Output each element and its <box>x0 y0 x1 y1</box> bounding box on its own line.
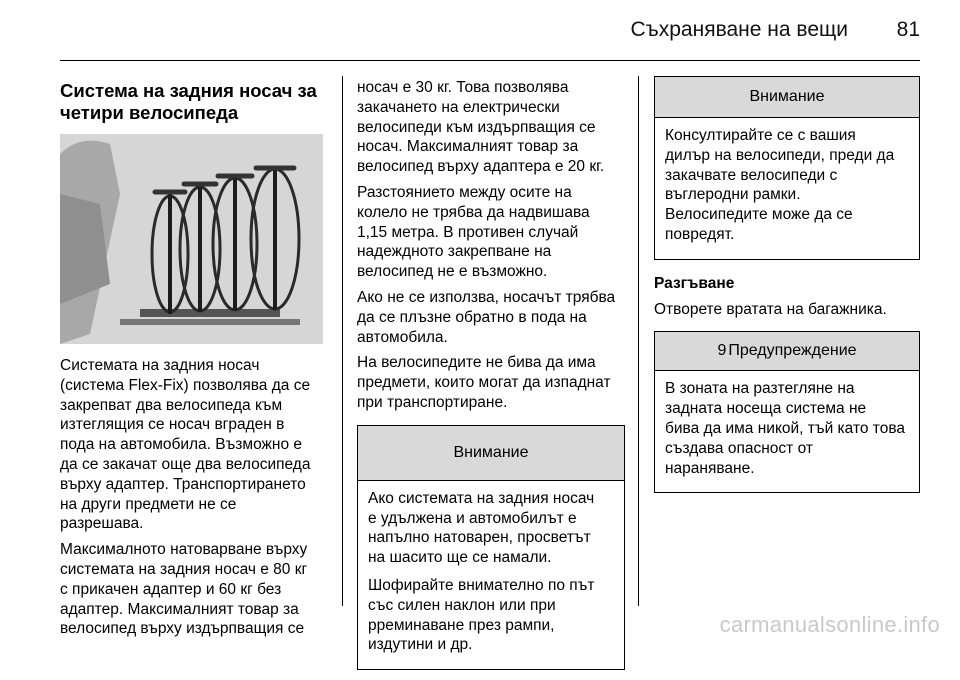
page-number: 81 <box>896 18 920 41</box>
caution-box <box>654 76 920 260</box>
middle-column <box>357 78 625 680</box>
warning-triangle-icon: 9 <box>717 342 727 360</box>
bicycle-carrier-illustration <box>60 134 323 344</box>
paragraph: носач е 30 кг. Това позволява закачането на електрически велосипеди към издърпващия се носач. Максималният товар за велосипед върху адаптера е 20 кг. <box>357 79 605 176</box>
right-column <box>654 76 920 503</box>
caution-paragraph: Ако системата на задния носач е удължена и автомобилът е напълно натоварен, просветът на шасито ще се намали. <box>368 489 595 567</box>
warning-box <box>654 331 920 493</box>
column-divider-left <box>342 76 343 606</box>
left-column <box>60 80 330 645</box>
warning-box-title <box>655 332 919 371</box>
paragraph: Максималното натоварване върху системата на задния носач е 80 кг с прикачен адаптер и 60 кг без адаптер. Максималният товар за велосипед върху издърпващия се <box>60 541 308 638</box>
header-rule <box>60 60 920 61</box>
caution-box-body <box>655 118 919 259</box>
paragraph: На велосипедите не бива да има предмети, които могат да изпаднат при транспортиране. <box>357 354 611 411</box>
caution-box-body <box>358 481 624 669</box>
paragraph: Отворете вратата на багажника. <box>654 300 887 318</box>
caution-box-title: Внимание <box>655 77 919 118</box>
paragraph: Ако не се използва, носачът трябва да се плъзне обратно в пода на автомобила. <box>357 288 616 346</box>
subsection-title: Разгъване <box>654 274 735 292</box>
warning-paragraph: В зоната на разтегляне на задната носеща система не бива да има никой, тъй като това създава опасност от нараняване. <box>665 380 906 477</box>
caution-paragraph: Шофирайте внимателно по път със силен наклон или при pреминаване през рампи, издутини и др. <box>368 576 595 654</box>
page-header-title: Съхраняване на вещи <box>630 18 848 41</box>
warning-box-body <box>655 371 919 492</box>
caution-box-title: Внимание <box>358 426 624 481</box>
paragraph: Разстоянието между осите на колело не трябва да надвишава 1,15 метра. В противен случай надеждното закрепване на велосипед не е възможно. <box>357 183 590 281</box>
section-title: Система на задния носач за четири велосипеда <box>60 80 317 123</box>
paragraph: Системата на задния носач (система Flex-Fix) позволява да се закрепват два велосипеда към изтеглящия се носач вграден в пода на автомобила. Възможно е да се закачат още два велосипеда върху адаптер. Транспортирането на други предмети не се разрешава. <box>60 357 311 533</box>
column-divider-right <box>638 76 639 606</box>
caution-box <box>357 425 625 670</box>
bicycle-carrier-photo <box>60 134 323 344</box>
watermark: carmanualsonline.info <box>719 612 940 637</box>
caution-paragraph: Консултирайте се с вашия дилър на велосипеди, преди да закачвате велосипеди с въглеродни рамки. Велосипедите може да се повредят. <box>665 127 895 243</box>
warning-title-text: Предупреждение <box>728 342 857 360</box>
